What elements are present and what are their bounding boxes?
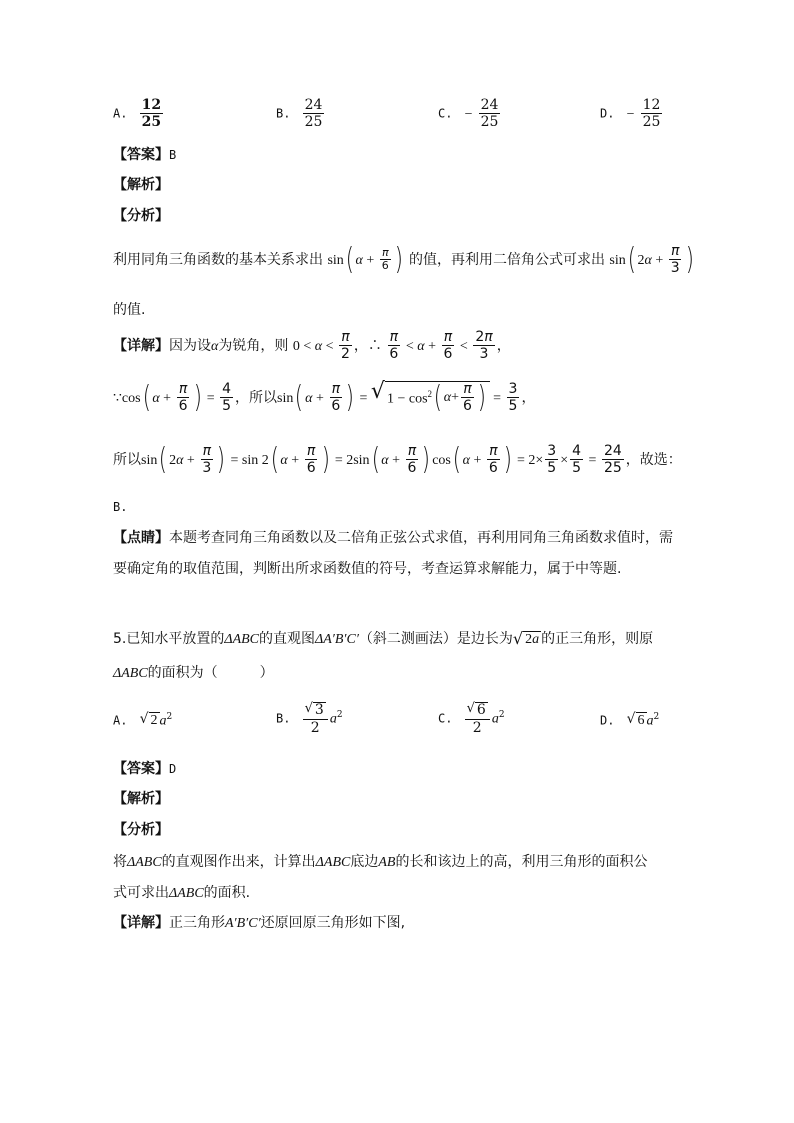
q4-analysis-tag: 【解析】: [113, 177, 169, 193]
fraction: $\frac{24}{25}$: [304, 97, 323, 131]
q4-fenxi-line-end: 的值.: [113, 302, 146, 318]
fraction: $\frac{\pi}{6}$: [443, 329, 453, 363]
q4-fenxi-tag: 【分析】: [113, 208, 169, 224]
fraction: $\frac{3}{5}$: [508, 380, 518, 414]
square-root: √ 2 a: [512, 629, 540, 648]
square-root: √ 6: [626, 711, 645, 729]
fraction: $\frac{\pi}{2}$: [340, 329, 350, 363]
fraction: $\frac{4}{5}$: [572, 443, 582, 477]
q5-option-a: A. √ 2 $a^2$: [113, 711, 173, 729]
fraction: $\frac{12}{25}$: [141, 97, 162, 131]
fraction: $\frac{\pi}{6}$: [389, 329, 399, 363]
fraction: $\frac{24}{25}$: [480, 97, 499, 131]
q5-stem-line2: ΔABC的面积为（ ）: [113, 665, 274, 681]
q5-analysis-tag: 【解析】: [113, 791, 169, 807]
q5-option-b: B. √ 3 2 $a^2$: [276, 701, 343, 736]
q5-option-d: D. √ 6 $a^2$: [600, 711, 660, 729]
q5-answer: 【答案】D: [113, 761, 177, 777]
square-root: √ $1 - \cos^2$ ( α + $\frac{\pi}{6}$ ): [371, 381, 490, 414]
fraction: $\frac{\pi}{3}$: [670, 243, 680, 277]
q4-detail-line3: 所以sin( 2α + $\frac{\pi}{3}$ ) = sin 2( α + $\frac{\pi}{6}$ ) = 2sin( α + $\frac{\pi}{6}$ ) cos( α + $\frac{\pi}{6}$ ) = 2× $\frac{3}{5}$ × $\frac{4}{5}$ = $\frac{24}{25}$ ，故选：: [113, 442, 682, 478]
q4-note-line2: 要确定角的取值范围，判断出所求函数值的符号，考查运算求解能力，属于中等题.: [113, 561, 622, 577]
fraction: $\frac{\pi}{6}$: [178, 380, 188, 414]
fraction: $\frac{\pi}{6}$: [306, 443, 316, 477]
q5-fenxi-tag: 【分析】: [113, 822, 169, 838]
fraction: $\frac{\pi}{6}$: [331, 380, 341, 414]
fraction: $\frac{2\pi}{3}$: [475, 329, 493, 363]
q4-option-a: A. $\frac{12}{25}$: [113, 97, 162, 131]
q5-detail-line: 【详解】正三角形A′B′C′还原回原三角形如下图,: [113, 915, 406, 931]
q5-option-c: C. √ 6 2 $a^2$: [438, 701, 505, 736]
fraction: $\frac{\pi}{3}$: [202, 443, 212, 477]
fraction: $\frac{3}{5}$: [547, 443, 557, 477]
fraction: $\frac{\pi}{6}$: [488, 443, 498, 477]
fraction: $\frac{\pi}{6}$: [381, 246, 389, 273]
fraction: $\frac{\pi}{6}$: [407, 443, 417, 477]
q4-option-d: D. − $\frac{12}{25}$: [600, 97, 661, 131]
q4-answer: 【答案】B: [113, 147, 177, 163]
square-root: √ 2: [139, 711, 158, 729]
q5-fenxi-line1: 将ΔABC的直观图作出来，计算出ΔABC底边AB的长和该边上的高，利用三角形的面积公: [113, 854, 648, 870]
q4-option-b: B. $\frac{24}{25}$: [276, 97, 323, 131]
fraction: √ 3 2: [303, 702, 328, 736]
fraction: $\frac{4}{5}$: [222, 380, 232, 414]
q5-stem-line1: 5.已知水平放置的ΔABC的直观图ΔA′B′C′（斜二测画法）是边长为 √ 2 a 的正三角形，则原: [113, 629, 654, 648]
q4-option-c: C. − $\frac{24}{25}$: [438, 97, 499, 131]
q4-detail-line1: 【详解】因为设α为锐角，则 0 < α < $\frac{\pi}{2}$ ，∴ $\frac{\pi}{6}$ < α + $\frac{\pi}{6}$ < $\frac{2\pi}{3}$ ，: [113, 329, 511, 363]
q4-fenxi-line: 利用同角三角函数的基本关系求出 sin( α + $\frac{\pi}{6}$ ) 的值，再利用二倍角公式可求出 sin( 2α + $\frac{\pi}{3}$ ): [113, 242, 694, 278]
q4-detail-line2: ∵cos( α + $\frac{\pi}{6}$ ) = $\frac{4}{5}$ ，所以sin( α + $\frac{\pi}{6}$ ) = √ $1 - \cos^2$ ( α + $\frac{\pi}{6}$ ) = $\frac{3}{5}$ ，: [113, 379, 536, 416]
fraction: √ 6 2: [465, 702, 490, 736]
q5-fenxi-line2: 式可求出ΔABC的面积.: [113, 885, 251, 901]
q4-final-answer: B.: [113, 500, 128, 514]
fraction: $\frac{24}{25}$: [603, 443, 622, 477]
q4-note-line1: 【点睛】本题考查同角三角函数以及二倍角正弦公式求值，再利用同角三角函数求值时，需: [113, 530, 673, 546]
fraction: $\frac{12}{25}$: [642, 97, 661, 131]
fraction: $\frac{\pi}{6}$: [463, 381, 472, 415]
